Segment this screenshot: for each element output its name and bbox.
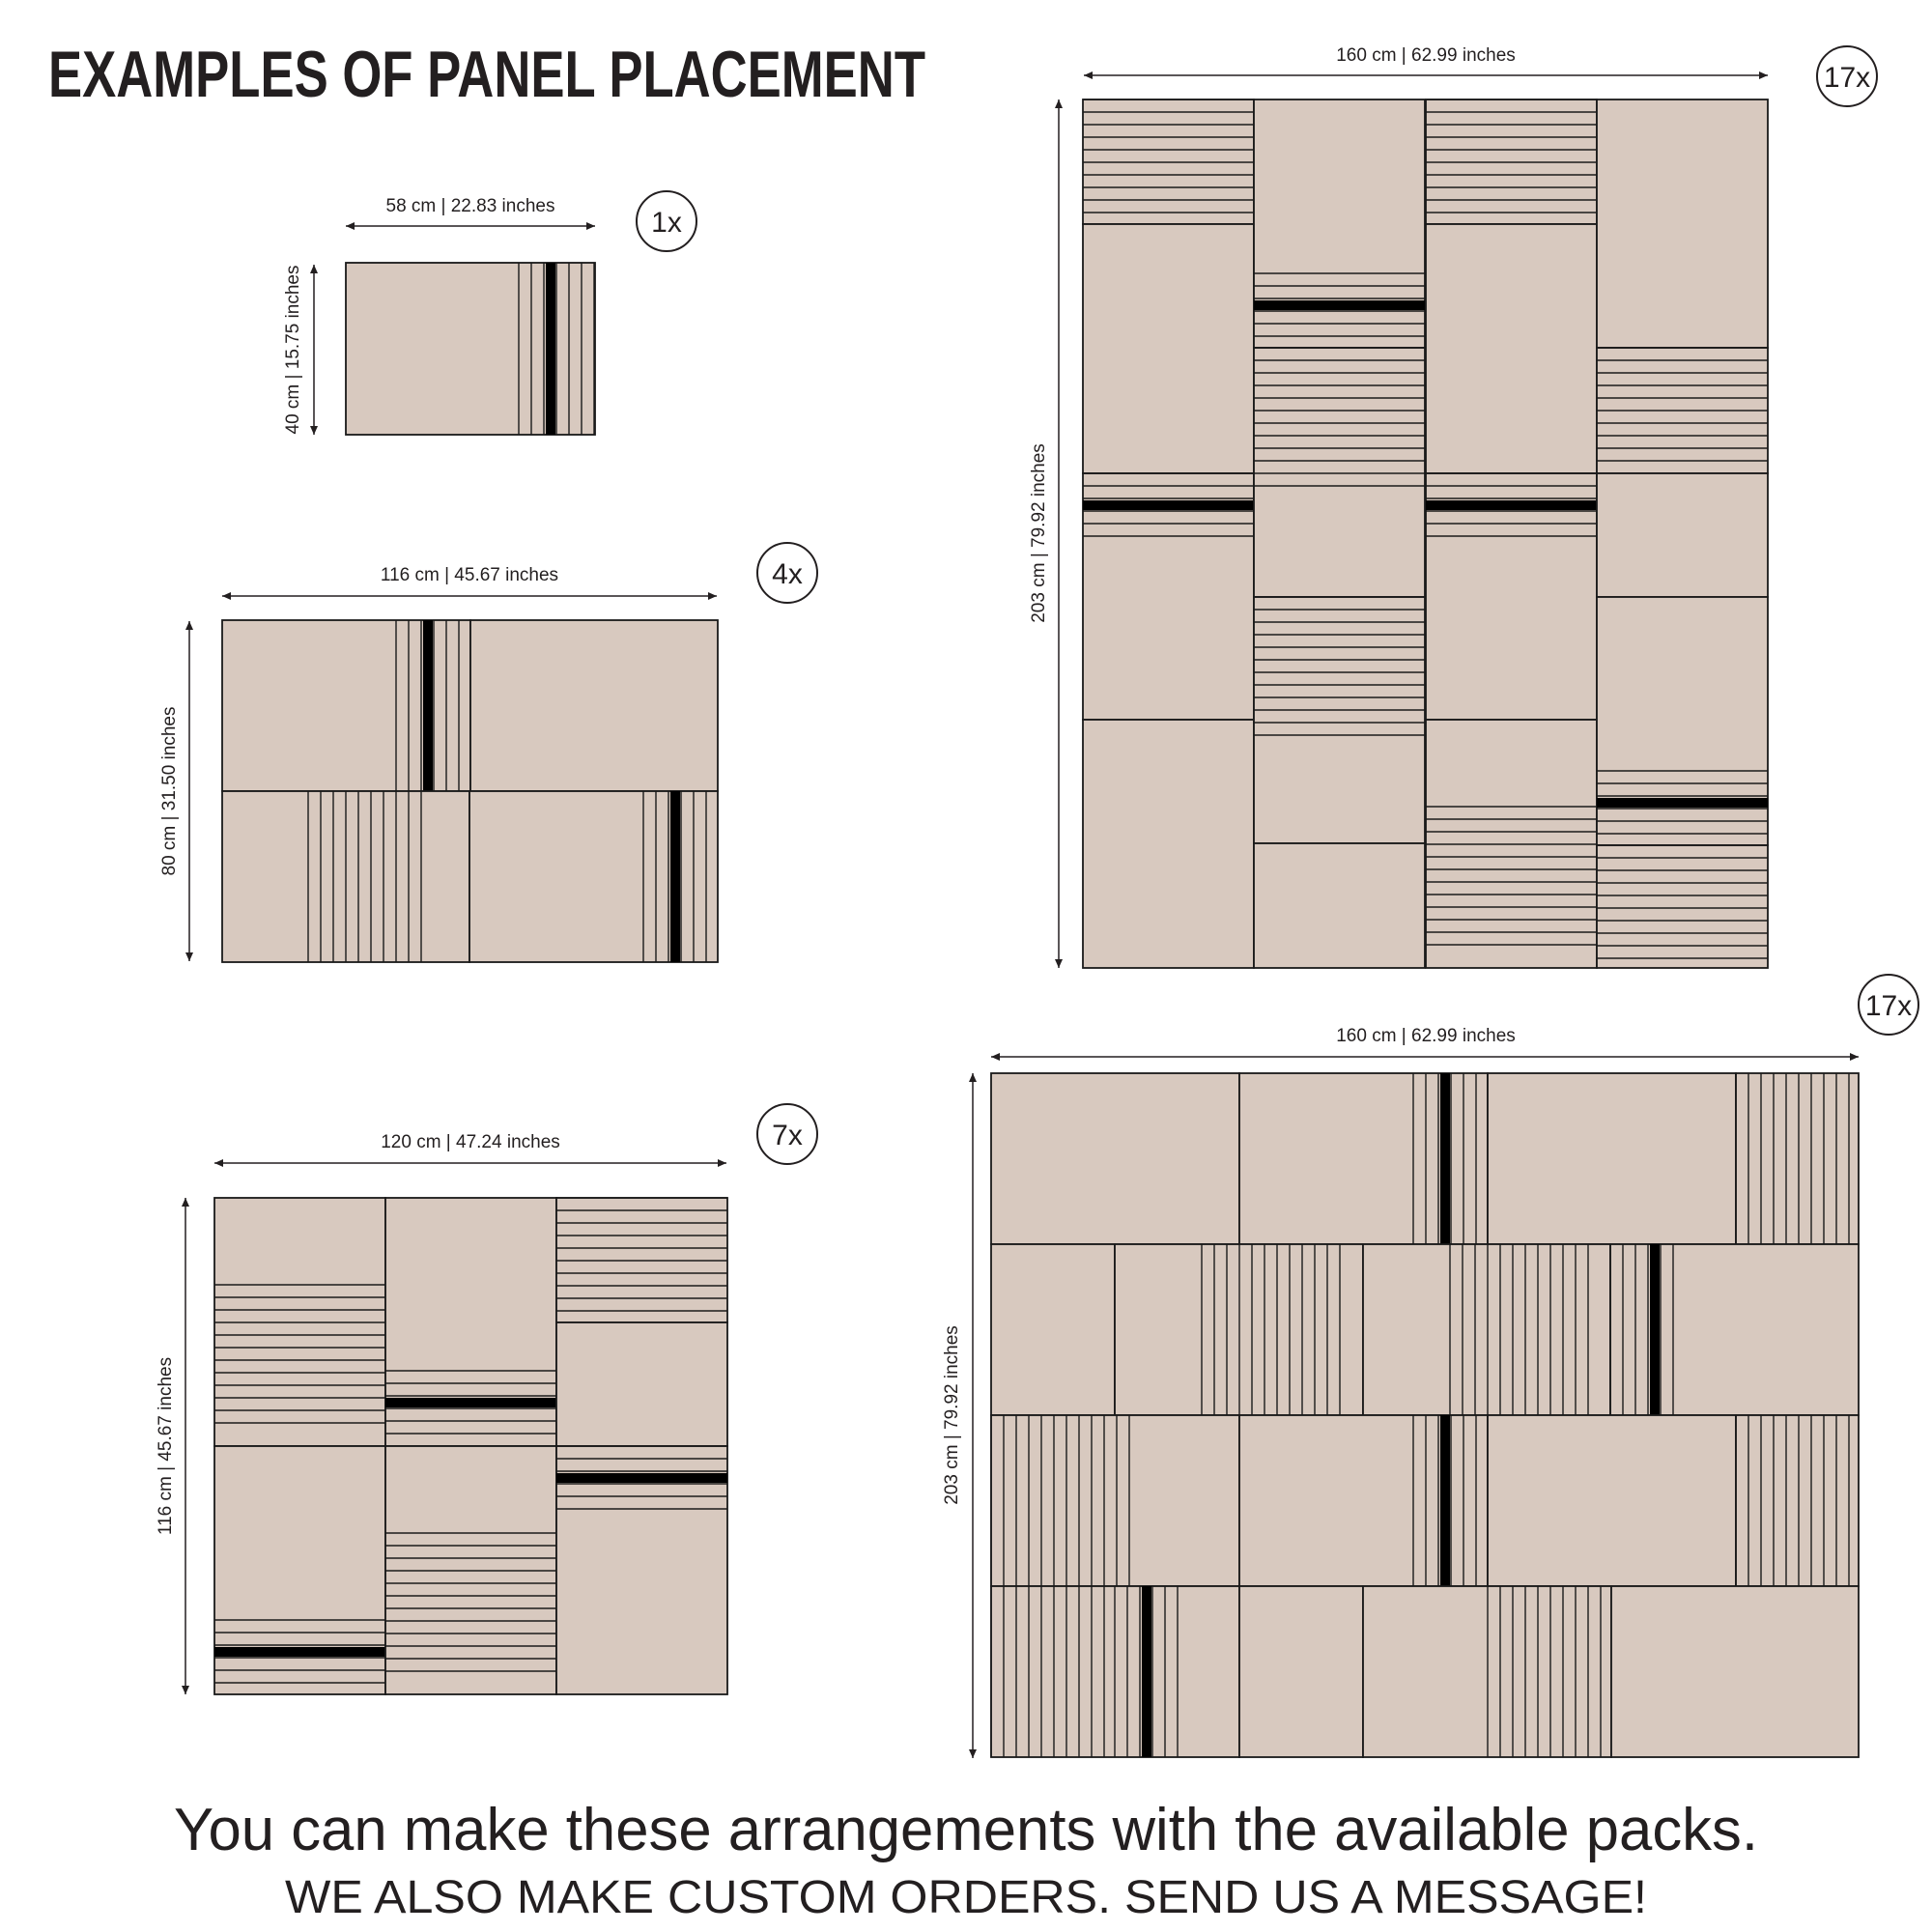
height-label: 203 cm | 79.92 inches: [1029, 443, 1049, 623]
accent-slat: [1597, 798, 1768, 808]
panel: [1254, 843, 1425, 968]
accent-slat: [1650, 1244, 1660, 1415]
accent-slat: [670, 791, 680, 962]
panel-face: [1488, 1415, 1736, 1586]
panel: [1611, 1586, 1859, 1757]
panel-face: [1736, 1415, 1859, 1586]
panel: [1736, 1073, 1859, 1244]
panel: [556, 1322, 727, 1446]
height-label: 80 cm | 31.50 inches: [159, 706, 180, 876]
count-label: 7x: [772, 1120, 803, 1151]
panel: [1597, 845, 1768, 968]
arrangement-17x-vertical: [1029, 45, 1877, 968]
panel: [214, 1446, 385, 1694]
height-label: 116 cm | 45.67 inches: [156, 1356, 176, 1536]
panel: [1363, 1244, 1610, 1415]
width-label: 160 cm | 62.99 inches: [1336, 45, 1516, 66]
panel: [1597, 99, 1768, 348]
panel: [346, 263, 595, 435]
panel: [1115, 1244, 1363, 1415]
width-label: 116 cm | 45.67 inches: [380, 565, 559, 585]
panel-face: [1083, 224, 1254, 473]
panel-layout: [346, 263, 595, 435]
panel: [1083, 224, 1254, 473]
panel-face: [1597, 473, 1768, 597]
panel-face: [1254, 597, 1425, 843]
panel: [1736, 1415, 1859, 1586]
panel-layout: [1083, 99, 1768, 968]
panel-face: [1611, 1586, 1859, 1757]
panel: [1426, 224, 1597, 473]
count-label: 17x: [1823, 62, 1871, 94]
panel: [1083, 473, 1254, 720]
panel: [1597, 473, 1768, 597]
count-label: 17x: [1864, 990, 1913, 1022]
panel: [1254, 597, 1425, 843]
panel: [214, 1198, 385, 1446]
panel-face: [1597, 99, 1768, 348]
panel: [385, 1446, 556, 1694]
accent-slat: [556, 1473, 727, 1483]
panel: [991, 1415, 1239, 1586]
panel: [556, 1446, 727, 1694]
arrangement-1x: [283, 191, 696, 435]
panel: [1239, 1415, 1488, 1586]
panel-face: [470, 620, 718, 791]
arrangement-4x: [159, 543, 817, 962]
arrangement-17x-horizontal: [942, 975, 1918, 1758]
page-title: EXAMPLES OF PANEL PLACEMENT: [48, 38, 925, 111]
footer-custom-orders: WE ALSO MAKE CUSTOM ORDERS. SEND US A MESSAGE!: [285, 1872, 1647, 1923]
panel: [1239, 1586, 1363, 1757]
arrangement-7x: [156, 1104, 817, 1694]
panel: [991, 1244, 1115, 1415]
count-label: 1x: [651, 207, 682, 239]
panel: [1239, 1073, 1488, 1244]
panel: [1083, 720, 1254, 968]
panel: [1426, 99, 1597, 224]
panel: [1597, 348, 1768, 473]
panel: [385, 1198, 556, 1446]
panel-face: [1083, 720, 1254, 968]
panel-face: [1597, 845, 1768, 968]
accent-slat: [1083, 500, 1254, 510]
accent-slat: [385, 1398, 556, 1407]
height-label: 203 cm | 79.92 inches: [942, 1325, 962, 1505]
panel: [1426, 720, 1597, 968]
accent-slat: [1440, 1415, 1450, 1586]
accent-slat: [1254, 300, 1425, 310]
panel: [1610, 1244, 1859, 1415]
height-label: 40 cm | 15.75 inches: [283, 265, 303, 435]
footer-tagline: You can make these arrangements with the available packs.: [174, 1797, 1758, 1863]
panel-face: [346, 263, 595, 435]
panel: [222, 791, 469, 962]
panel: [1363, 1586, 1611, 1757]
width-label: 160 cm | 62.99 inches: [1336, 1026, 1516, 1046]
panel-face: [556, 1322, 727, 1446]
panel: [469, 791, 718, 962]
panel-face: [1254, 843, 1425, 968]
panel: [222, 620, 470, 791]
panel: [1426, 473, 1597, 720]
panel-face: [1736, 1073, 1859, 1244]
panel: [991, 1073, 1239, 1244]
panel: [1488, 1073, 1736, 1244]
panel: [1254, 99, 1425, 348]
panel: [1083, 99, 1254, 224]
panel-face: [1363, 1244, 1610, 1415]
accent-slat: [423, 620, 433, 791]
panel-face: [991, 1244, 1115, 1415]
panel: [991, 1586, 1239, 1757]
accent-slat: [1440, 1073, 1450, 1244]
panel: [1488, 1415, 1736, 1586]
panel-face: [1426, 473, 1597, 720]
panel-face: [1488, 1073, 1736, 1244]
accent-slat: [546, 263, 555, 435]
accent-slat: [1142, 1586, 1151, 1757]
panel-layout: [222, 620, 718, 962]
panel-face: [1426, 224, 1597, 473]
accent-slat: [214, 1647, 385, 1657]
panel: [1254, 348, 1425, 597]
panel-layout: [214, 1198, 727, 1694]
width-label: 120 cm | 47.24 inches: [381, 1132, 560, 1152]
panel: [556, 1198, 727, 1322]
count-label: 4x: [772, 558, 803, 590]
panel-layout: [991, 1073, 1859, 1757]
panel-face: [991, 1073, 1239, 1244]
panel-face: [1083, 473, 1254, 720]
panel-face: [1239, 1586, 1363, 1757]
accent-slat: [1426, 500, 1597, 510]
width-label: 58 cm | 22.83 inches: [385, 196, 555, 216]
panel: [1597, 597, 1768, 845]
panel: [470, 620, 718, 791]
